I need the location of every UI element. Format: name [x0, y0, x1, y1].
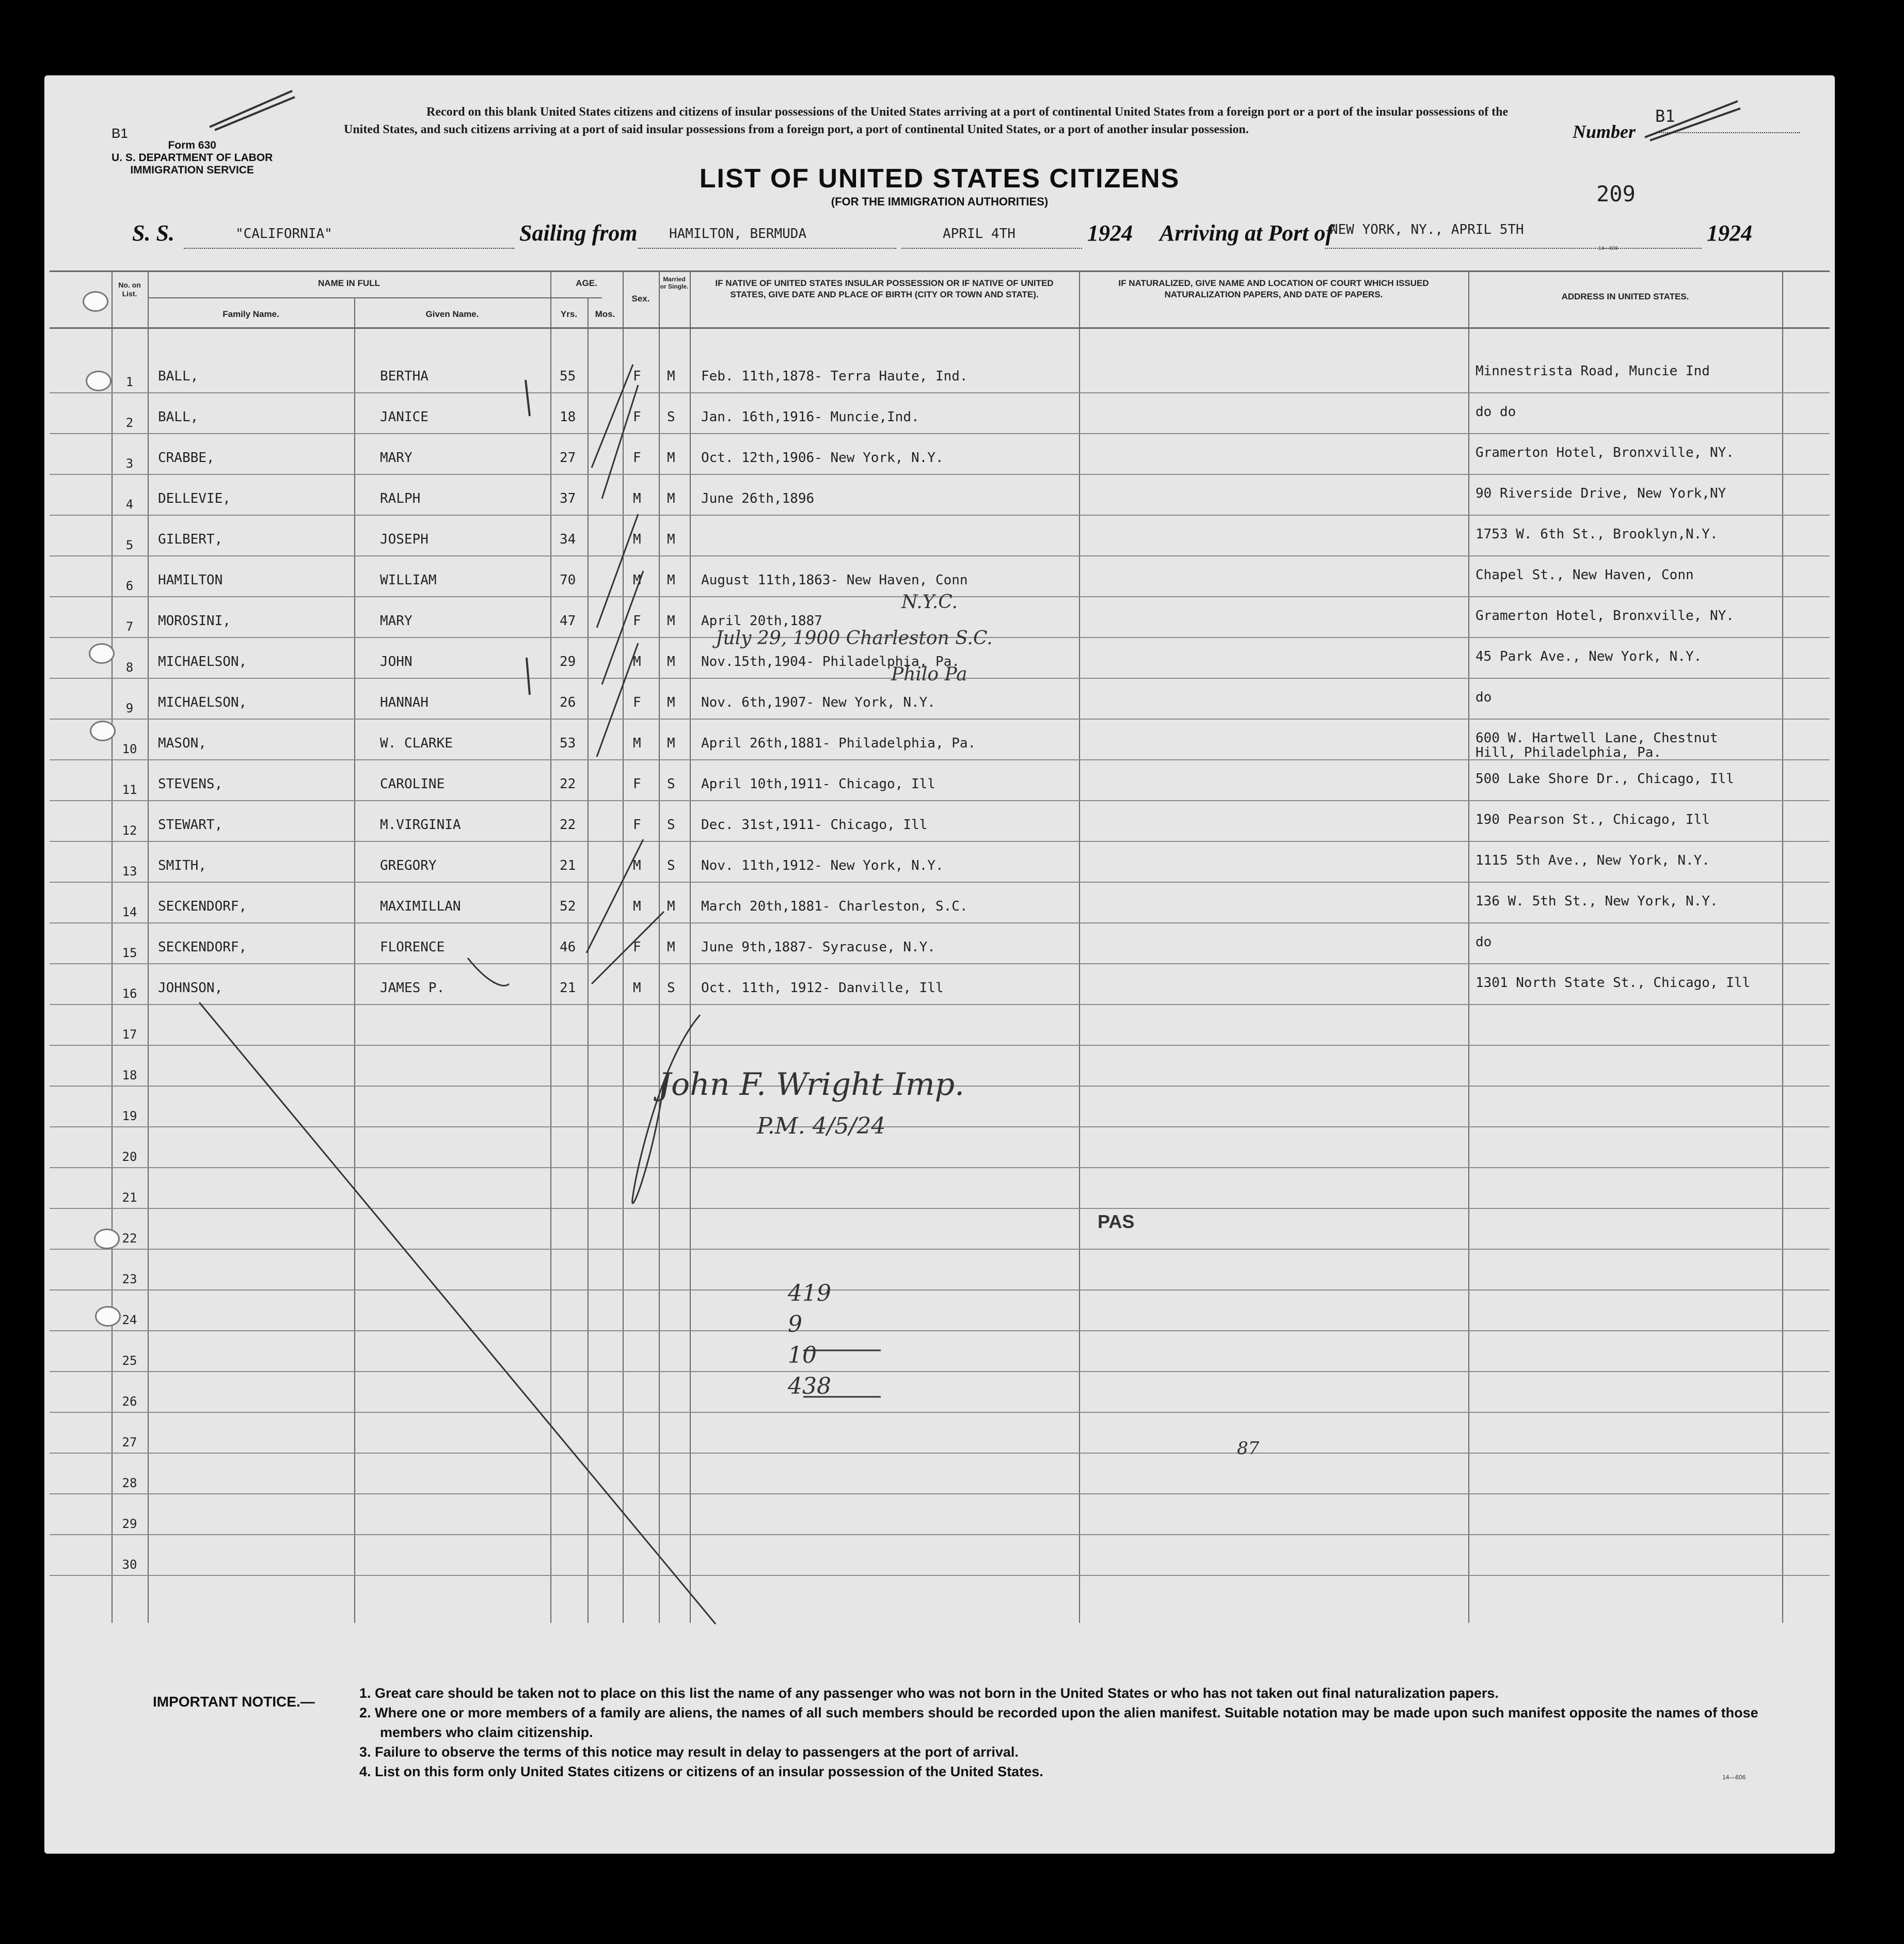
header-yrs: Yrs.	[560, 309, 578, 319]
family-name: MASON,	[158, 736, 207, 751]
row-number: 2	[125, 416, 134, 430]
row-number: 29	[122, 1517, 137, 1531]
punch-hole-icon	[95, 1306, 121, 1327]
family-name: SMITH,	[158, 858, 207, 873]
sailing-label: Sailing from	[519, 220, 638, 246]
row-number: 10	[122, 742, 137, 756]
header-given: Given Name.	[425, 309, 479, 319]
birth-info: April 20th,1887	[701, 613, 822, 629]
form-code: 14—606	[1722, 1774, 1746, 1781]
family-name: SECKENDORF,	[158, 939, 247, 955]
row-number: 19	[122, 1109, 137, 1123]
notice-item-1: 1. Great care should be taken not to place on this list the name of any passenger who was not born in the United States or who has not taken out final naturalization papers.	[359, 1685, 1499, 1701]
row-number: 6	[125, 579, 134, 593]
row-number: 1	[125, 375, 134, 389]
row-number: 20	[122, 1150, 137, 1164]
given-name: JOSEPH	[380, 532, 429, 547]
marital-status: M	[667, 695, 675, 710]
number-value: B1	[1655, 106, 1675, 126]
row-number: 5	[125, 538, 134, 552]
notice-label: IMPORTANT NOTICE.—	[153, 1694, 315, 1710]
age-years: 22	[560, 817, 576, 833]
birth-info: Nov. 6th,1907- New York, N.Y.	[701, 695, 935, 710]
family-name: MICHAELSON,	[158, 654, 247, 670]
address: 1753 W. 6th St., Brooklyn,N.Y.	[1475, 527, 1718, 542]
marital-status: S	[667, 858, 675, 873]
department: U. S. DEPARTMENT OF LABOR	[112, 152, 273, 164]
given-name: JANICE	[380, 409, 429, 425]
row-number: 13	[122, 864, 137, 879]
birth-info: Feb. 11th,1878- Terra Haute, Ind.	[701, 369, 968, 384]
sex: M	[633, 899, 641, 914]
marital-status: M	[667, 572, 675, 588]
marital-status: M	[667, 613, 675, 629]
year-2: 1924	[1707, 220, 1752, 246]
handwritten-strokes-icon	[44, 75, 1835, 1854]
family-name: SECKENDORF,	[158, 899, 247, 914]
row-number: 16	[122, 986, 137, 1001]
header-age: AGE.	[576, 278, 597, 288]
family-name: BALL,	[158, 409, 199, 425]
family-name: MICHAELSON,	[158, 695, 247, 710]
birth-info: June 26th,1896	[701, 491, 815, 506]
signature-date: P.M. 4/5/24	[757, 1113, 886, 1139]
address-line-2: Hill, Philadelphia, Pa.	[1475, 745, 1662, 760]
punch-hole-icon	[90, 721, 116, 741]
family-name: CRABBE,	[158, 450, 215, 466]
from-port: HAMILTON, BERMUDA	[669, 226, 807, 242]
tally-2: 9	[788, 1311, 802, 1337]
birth-info: Oct. 12th,1906- New York, N.Y.	[701, 450, 944, 466]
header-marital: Married or Single.	[660, 276, 689, 290]
sex: M	[633, 491, 641, 506]
row-number: 9	[125, 701, 134, 715]
sex: F	[633, 613, 641, 629]
sex: M	[633, 654, 641, 670]
marital-status: M	[667, 491, 675, 506]
birth-info: April 10th,1911- Chicago, Ill	[701, 776, 935, 792]
page-subtitle: (FOR THE IMMIGRATION AUTHORITIES)	[831, 195, 1049, 208]
tally-1: 419	[788, 1280, 831, 1306]
printer-mark: 14—606	[1598, 246, 1618, 251]
notice-item-3: 3. Failure to observe the terms of this notice may result in delay to passengers at the port of arrival.	[359, 1744, 1019, 1760]
address: 90 Riverside Drive, New York,NY	[1475, 486, 1726, 501]
punch-hole-icon	[83, 291, 108, 312]
given-name: BERTHA	[380, 369, 429, 384]
header-address: ADDRESS IN UNITED STATES.	[1561, 292, 1689, 301]
marital-status: M	[667, 532, 675, 547]
given-name: GREGORY	[380, 858, 437, 873]
row-number: 28	[122, 1476, 137, 1490]
age-years: 22	[560, 776, 576, 792]
address: 1301 North State St., Chicago, Ill	[1475, 975, 1751, 991]
age-years: 21	[560, 858, 576, 873]
address: Gramerton Hotel, Bronxville, NY.	[1475, 445, 1734, 460]
family-name: BALL,	[158, 369, 199, 384]
family-name: GILBERT,	[158, 532, 223, 547]
sex: F	[633, 776, 641, 792]
sex: F	[633, 450, 641, 466]
page-title: LIST OF UNITED STATES CITIZENS	[699, 164, 1180, 194]
header-sex: Sex.	[631, 294, 650, 304]
given-name: WILLIAM	[380, 572, 437, 588]
birth-info: March 20th,1881- Charleston, S.C.	[701, 899, 968, 914]
marital-status: M	[667, 654, 675, 670]
given-name: JOHN	[380, 654, 412, 670]
marital-status: M	[667, 450, 675, 466]
family-name: STEWART,	[158, 817, 223, 833]
birth-info: Nov.15th,1904- Philadelphia, Pa.	[701, 654, 960, 670]
birth-info: Nov. 11th,1912- New York, N.Y.	[701, 858, 944, 873]
service: IMMIGRATION SERVICE	[130, 164, 254, 176]
age-years: 18	[560, 409, 576, 425]
given-name: W. CLARKE	[380, 736, 453, 751]
age-years: 55	[560, 369, 576, 384]
sex: F	[633, 369, 641, 384]
row-number: 22	[122, 1231, 137, 1246]
age-years: 70	[560, 572, 576, 588]
address: 1115 5th Ave., New York, N.Y.	[1475, 853, 1710, 868]
age-years: 29	[560, 654, 576, 670]
row-number: 23	[122, 1272, 137, 1286]
given-name: MAXIMILLAN	[380, 899, 461, 914]
sex: M	[633, 532, 641, 547]
notice-item-2: 2. Where one or more members of a family are aliens, the names of all such members should be recorded upon the alien manifest. Suitable notation may be made upon such manifest opposite the names of those members who claim citizenship.	[359, 1705, 1758, 1740]
family-name: DELLEVIE,	[158, 491, 231, 506]
family-name: JOHNSON,	[158, 980, 223, 996]
manifest-sheet	[44, 75, 1835, 1854]
given-name: JAMES P.	[380, 980, 445, 996]
address: do	[1475, 690, 1492, 705]
row-number: 3	[125, 456, 134, 471]
marital-status: S	[667, 817, 675, 833]
header-mos: Mos.	[595, 309, 615, 319]
age-years: 37	[560, 491, 576, 506]
tally-4: 438	[788, 1373, 831, 1399]
age-years: 53	[560, 736, 576, 751]
pas-stamp: PAS	[1098, 1211, 1135, 1232]
header-no: No. on List.	[118, 281, 141, 298]
row-number: 26	[122, 1394, 137, 1409]
marital-status: M	[667, 369, 675, 384]
row-number: 27	[122, 1435, 137, 1449]
header-birth: IF NATIVE OF UNITED STATES INSULAR POSSESSION OR IF NATIVE OF UNITED STATES, GIVE DATE AND PLACE OF BIRTH (CITY OR TOWN AND STATE).	[715, 278, 1054, 299]
age-years: 34	[560, 532, 576, 547]
marital-status: S	[667, 409, 675, 425]
given-name: MARY	[380, 613, 412, 629]
sex: M	[633, 980, 641, 996]
sex: F	[633, 817, 641, 833]
row-number: 21	[122, 1190, 137, 1205]
mark-87: 87	[1237, 1438, 1260, 1459]
notice-items	[359, 1683, 1805, 1781]
arriving-label: Arriving at Port of	[1160, 220, 1334, 246]
given-name: M.VIRGINIA	[380, 817, 461, 833]
row-number: 4	[125, 497, 134, 512]
punch-hole-icon	[86, 371, 112, 391]
punch-hole-icon	[89, 643, 115, 664]
given-name: HANNAH	[380, 695, 429, 710]
depart-date: APRIL 4TH	[943, 226, 1016, 242]
birth-info: April 26th,1881- Philadelphia, Pa.	[701, 736, 976, 751]
number-label: Number	[1573, 121, 1636, 142]
age-years: 27	[560, 450, 576, 466]
birth-info: Oct. 11th, 1912- Danville, Ill	[701, 980, 944, 996]
handwritten-birth-5: July 29, 1900 Charleston S.C.	[716, 628, 993, 649]
inspector-signature: John F. Wright Imp.	[659, 1066, 965, 1103]
marital-status: M	[667, 939, 675, 955]
age-years: 46	[560, 939, 576, 955]
sex: F	[633, 695, 641, 710]
address: Chapel St., New Haven, Conn	[1475, 567, 1694, 583]
notice-item-4: 4. List on this form only United States citizens or citizens of an insular possession of the United States.	[359, 1764, 1043, 1779]
given-name: FLORENCE	[380, 939, 445, 955]
row-number: 18	[122, 1068, 137, 1082]
given-name: CAROLINE	[380, 776, 445, 792]
sex: M	[633, 572, 641, 588]
marital-status: M	[667, 736, 675, 751]
header-family: Family Name.	[223, 309, 279, 319]
address: do	[1475, 934, 1492, 950]
family-name: STEVENS,	[158, 776, 223, 792]
row-number: 12	[122, 823, 137, 838]
form-number: Form 630	[168, 139, 216, 151]
address: 136 W. 5th St., New York, N.Y.	[1475, 894, 1718, 909]
row-number: 25	[122, 1353, 137, 1368]
address: Gramerton Hotel, Bronxville, NY.	[1475, 608, 1734, 624]
birth-info: Jan. 16th,1916- Muncie,Ind.	[701, 409, 919, 425]
row-number: 7	[125, 619, 134, 634]
header-naturalized: IF NATURALIZED, GIVE NAME AND LOCATION OF COURT WHICH ISSUED NATURALIZATION PAPERS, AND DATE OF PAPERS.	[1118, 278, 1429, 299]
header-name: NAME IN FULL	[318, 278, 380, 288]
row-number: 15	[122, 946, 137, 960]
birth-info: Dec. 31st,1911- Chicago, Ill	[701, 817, 928, 833]
age-years: 26	[560, 695, 576, 710]
punch-hole-icon	[94, 1229, 120, 1249]
address: Minnestrista Road, Muncie Ind	[1475, 363, 1710, 379]
birth-info: June 9th,1887- Syracuse, N.Y.	[701, 939, 935, 955]
row-number: 30	[122, 1557, 137, 1572]
reference-number: 209	[1596, 181, 1636, 206]
handwritten-birth-7: Philo Pa	[891, 664, 967, 685]
address: 500 Lake Shore Dr., Chicago, Ill	[1475, 771, 1734, 787]
address: 190 Pearson St., Chicago, Ill	[1475, 812, 1710, 827]
family-name: MOROSINI,	[158, 613, 231, 629]
address: 600 W. Hartwell Lane, Chestnut	[1475, 730, 1718, 746]
year-1: 1924	[1087, 220, 1133, 246]
sex: M	[633, 736, 641, 751]
sex: F	[633, 939, 641, 955]
form-b1: B1	[112, 125, 128, 141]
row-number: 17	[122, 1027, 137, 1042]
marital-status: M	[667, 899, 675, 914]
sex: M	[633, 858, 641, 873]
age-years: 21	[560, 980, 576, 996]
marital-status: S	[667, 980, 675, 996]
family-name: HAMILTON	[158, 572, 223, 588]
row-number: 14	[122, 905, 137, 919]
ship-name: "CALIFORNIA"	[235, 226, 332, 242]
address: do do	[1475, 404, 1516, 420]
tally-3: 10	[788, 1342, 817, 1368]
address: 45 Park Ave., New York, N.Y.	[1475, 649, 1702, 664]
instructions: Record on this blank United States citizens and citizens of insular possessions of the United States arriving at a port of continental United States from a foreign port or a port of the insular possessions of the United States, and such citizens arriving at a port of said insular possessions from a foreign port, a port of continental United States, or a port of another insular possession.	[344, 105, 1509, 136]
row-number: 11	[122, 783, 137, 797]
marital-status: S	[667, 776, 675, 792]
given-name: MARY	[380, 450, 412, 466]
sex: F	[633, 409, 641, 425]
age-years: 47	[560, 613, 576, 629]
to-port: NEW YORK, NY., APRIL 5TH	[1330, 222, 1524, 237]
ss-label: S. S.	[132, 220, 174, 246]
handwritten-birth-4: N.Y.C.	[901, 592, 958, 613]
row-number: 8	[125, 660, 134, 675]
row-number: 24	[122, 1313, 137, 1327]
given-name: RALPH	[380, 491, 421, 506]
age-years: 52	[560, 899, 576, 914]
birth-info: August 11th,1863- New Haven, Conn	[701, 572, 968, 588]
